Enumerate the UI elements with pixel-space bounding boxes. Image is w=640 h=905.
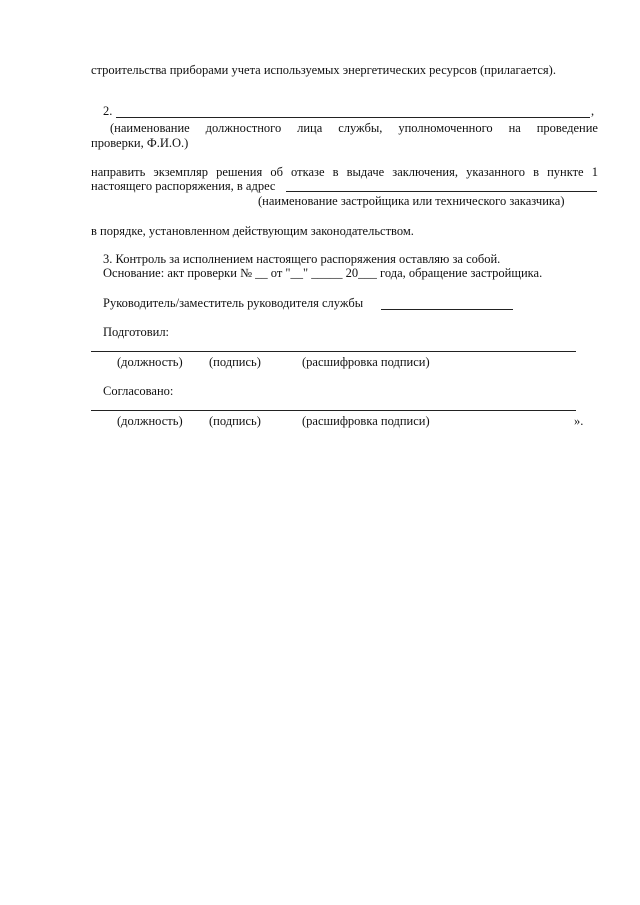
official-caption-line2: проверки, Ф.И.О.)	[91, 136, 189, 150]
agreed-signature-line	[91, 410, 576, 411]
agreed-signature-caption: (подпись)	[209, 414, 261, 428]
closing-quote: ».	[574, 414, 584, 428]
send-word: выдаче	[346, 165, 385, 179]
send-word: об	[270, 165, 283, 179]
prepared-transcript-caption: (расшифровка подписи)	[302, 355, 430, 369]
head-signature-line	[381, 309, 513, 310]
send-word: в	[533, 165, 539, 179]
caption-word: должностного	[205, 121, 282, 135]
prepared-signature-caption: (подпись)	[209, 355, 261, 369]
prepared-signature-line	[91, 351, 576, 352]
address-caption: (наименование застройщика или технического заказчика)	[258, 194, 565, 208]
send-word: отказе	[291, 165, 325, 179]
send-line1	[91, 165, 598, 180]
caption-word: уполномоченного	[398, 121, 493, 135]
item-3-basis: Основание: акт проверки № __ от "__" _____ 20___ года, обращение застройщика.	[103, 266, 543, 280]
official-name-line	[116, 117, 590, 118]
prepared-label: Подготовил:	[103, 325, 170, 339]
agreed-transcript-caption: (расшифровка подписи)	[302, 414, 430, 428]
agreed-label: Согласовано:	[103, 384, 174, 398]
caption-word: на	[508, 121, 521, 135]
send-word: направить	[91, 165, 146, 179]
send-word: в	[332, 165, 339, 179]
send-word: экземпляр	[153, 165, 209, 179]
item-2-comma: ,	[591, 104, 595, 118]
item-3-control: 3. Контроль за исполнением настоящего распоряжения оставляю за собой.	[103, 252, 501, 266]
head-label: Руководитель/заместитель руководителя службы	[103, 296, 364, 310]
address-line	[286, 191, 597, 192]
caption-word: проведение	[536, 121, 598, 135]
caption-word: лица	[297, 121, 323, 135]
order-paragraph: в порядке, установленном действующим законодательством.	[91, 224, 414, 238]
send-line2: настоящего распоряжения, в адрес	[91, 179, 276, 193]
send-word: пункте	[547, 165, 584, 179]
caption-word: службы,	[338, 121, 383, 135]
paragraph-metering: строительства приборами учета используемых энергетических ресурсов (прилагается).	[91, 63, 556, 77]
prepared-position-caption: (должность)	[117, 355, 183, 369]
send-word: решения	[216, 165, 263, 179]
send-word: заключения,	[392, 165, 458, 179]
item-2-number: 2.	[103, 104, 113, 118]
agreed-position-caption: (должность)	[117, 414, 183, 428]
caption-word: (наименование	[110, 121, 190, 135]
send-word: указанного	[466, 165, 525, 179]
send-word: 1	[591, 165, 598, 179]
official-caption-line1	[110, 121, 598, 136]
